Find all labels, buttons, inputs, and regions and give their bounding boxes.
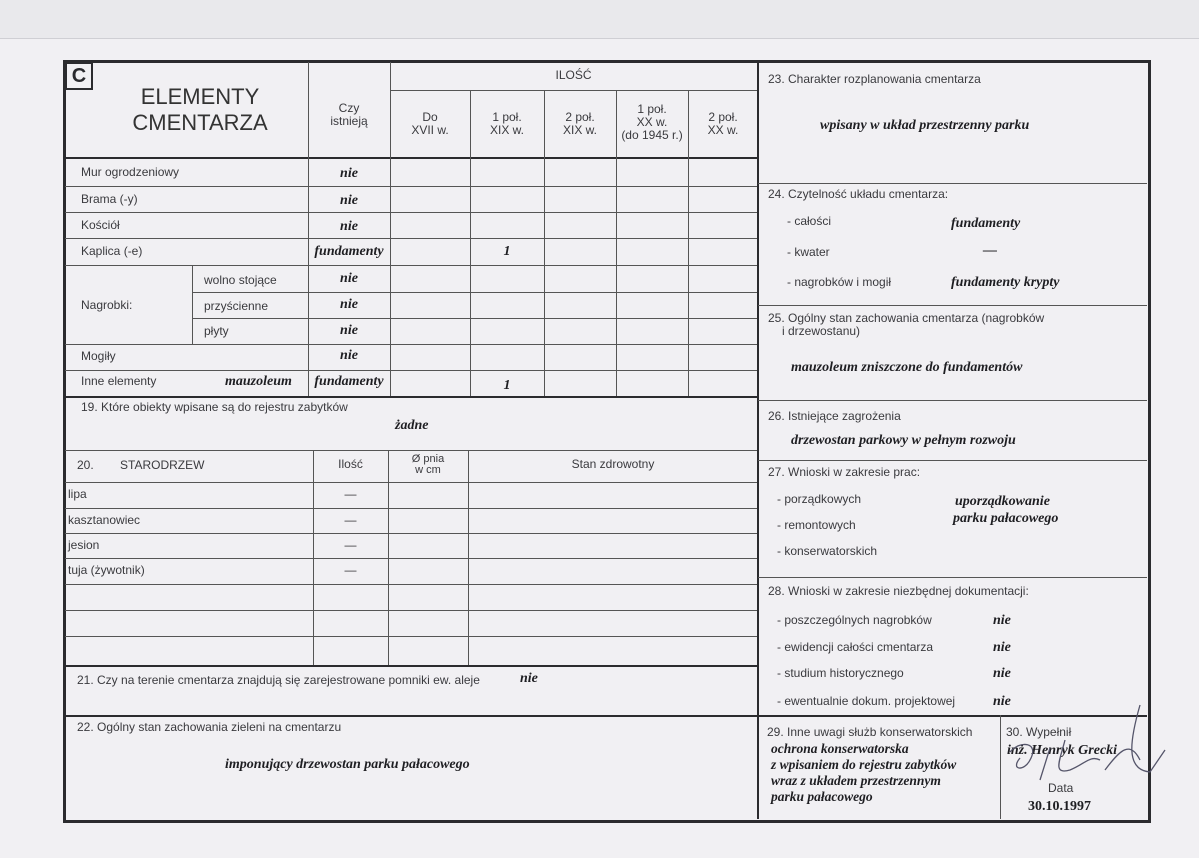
tree-name: lipa: [68, 487, 87, 501]
s28-value: nie: [993, 694, 1011, 709]
row-value: nie: [340, 219, 358, 234]
col-label: 1 poł.: [637, 102, 667, 116]
s24-item: - kwater: [787, 245, 830, 259]
scan-top-strip: [0, 0, 1199, 39]
s21-value: nie: [520, 671, 538, 686]
divider: [65, 508, 757, 509]
row-value: nie: [340, 166, 358, 181]
row-label: Kaplica (-e): [81, 244, 143, 258]
s27-value: [955, 493, 1058, 527]
row-label: przyścienne: [204, 299, 269, 313]
label-line: 25. Ogólny stan zachowania cmentarza (nagrobków: [768, 311, 1045, 325]
col-label: Do: [422, 110, 438, 124]
col-czy-istnieja: [308, 102, 390, 128]
col-label: 2 poł.: [565, 110, 595, 124]
divider: [65, 265, 757, 266]
tree-qty: —: [344, 563, 357, 577]
divider: [758, 305, 1147, 306]
row-label: płyty: [204, 324, 229, 338]
title-line: CMENTARZA: [132, 110, 268, 135]
row-label: Mogiły: [81, 349, 116, 363]
s25-value: mauzoleum zniszczone do fundamentów: [791, 360, 1023, 375]
col-label: XIX w.: [562, 123, 597, 137]
tree-name: kasztanowiec: [68, 513, 141, 527]
s22-label: 22. Ogólny stan zachowania zieleni na cmentarzu: [77, 720, 342, 734]
value-line: ochrona konserwatorska: [771, 741, 909, 756]
divider: [65, 450, 757, 451]
s24-value: fundamenty krypty: [951, 275, 1060, 290]
s23-label: 23. Charakter rozplanowania cmentarza: [768, 72, 981, 86]
col-label: XX w.: [636, 115, 668, 129]
row-value: nie: [340, 271, 358, 286]
s24-item: - nagrobków i mogił: [787, 275, 892, 289]
s19-value: żadne: [395, 418, 429, 433]
col-ilosc: Ilość: [338, 457, 363, 471]
row-label: Kościół: [81, 218, 120, 232]
s27-item: - porządkowych: [777, 492, 862, 506]
col-label: XIX w.: [489, 123, 524, 137]
col-label: XX w.: [707, 123, 739, 137]
value-line: uporządkowanie: [955, 494, 1050, 509]
divider: [65, 186, 757, 187]
s22-value: imponujący drzewostan parku pałacowego: [225, 757, 470, 772]
row-label: Inne elementy: [81, 374, 157, 388]
s28-item: - ewidencji całości cmentarza: [777, 640, 934, 654]
col-label: XVII w.: [411, 123, 449, 137]
col-period: [544, 111, 616, 137]
section-title: [95, 84, 305, 136]
col-period: [688, 111, 758, 137]
divider: [65, 238, 757, 239]
value-line: wraz z układem przestrzennym: [771, 773, 941, 788]
divider: [65, 157, 757, 159]
divider: [65, 665, 757, 667]
divider: [65, 715, 757, 717]
row-count: 1: [503, 378, 511, 393]
section-letter: C: [65, 62, 93, 90]
s27-item: - remontowych: [777, 518, 856, 532]
value-line: parku pałacowego: [771, 789, 873, 804]
row-value: nie: [340, 323, 358, 338]
col-label: 1 poł.: [492, 110, 522, 124]
s24-label: 24. Czytelność układu cmentarza:: [768, 187, 949, 201]
title-line: ELEMENTY: [140, 84, 260, 109]
col-pnia: [388, 454, 468, 476]
tree-qty: —: [344, 487, 357, 501]
s28-value: nie: [993, 666, 1011, 681]
divider: [192, 265, 193, 344]
s28-item: - ewentualnie dokum. projektowej: [777, 694, 956, 708]
s24-value: fundamenty: [951, 216, 1021, 231]
s19-label: 19. Które obiekty wpisane są do rejestru zabytków: [81, 400, 348, 414]
row-value: nie: [340, 297, 358, 312]
nagrobki-label: Nagrobki:: [81, 298, 133, 312]
tree-qty: —: [344, 513, 357, 527]
divider: [65, 370, 757, 371]
col-label: (do 1945 r.): [621, 128, 683, 142]
col-label: Czy: [338, 101, 360, 115]
divider: [65, 636, 757, 637]
s23-value: wpisany w układ przestrzenny parku: [820, 118, 1030, 133]
divider: [65, 212, 757, 213]
divider: [758, 577, 1147, 578]
divider: [758, 400, 1147, 401]
col-stan: Stan zdrowotny: [571, 457, 655, 471]
divider: [65, 610, 757, 611]
s27-label: 27. Wnioski w zakresie prac:: [768, 465, 921, 479]
row-value: fundamenty: [314, 244, 384, 259]
col-ilosc: ILOŚĆ: [555, 68, 592, 82]
col-label: w cm: [415, 464, 441, 476]
s20-num: 20.: [77, 458, 94, 472]
signature-icon: [990, 700, 1170, 800]
divider: [65, 396, 757, 398]
tree-name: tuja (żywotnik): [68, 563, 145, 577]
s28-label: 28. Wnioski w zakresie niezbędnej dokumentacji:: [768, 584, 1029, 598]
divider: [390, 90, 757, 91]
s28-value: nie: [993, 613, 1011, 628]
s26-label: 26. Istniejące zagrożenia: [768, 409, 901, 423]
divider: [65, 482, 757, 483]
s30-name: inż. Henryk Grecki: [1007, 743, 1118, 758]
s25-label: [768, 312, 1044, 338]
divider: [758, 183, 1147, 184]
divider: [192, 292, 757, 293]
row-label: Mur ogrodzeniowy: [81, 165, 180, 179]
s29-label: 29. Inne uwagi służb konserwatorskich: [767, 725, 973, 739]
tree-name: jesion: [68, 538, 100, 552]
col-label: Ø pnia: [411, 453, 445, 465]
col-period: [616, 103, 688, 142]
tree-qty: —: [344, 538, 357, 552]
s30-label: 30. Wypełnił: [1006, 725, 1072, 739]
label-line: i drzewostanu): [782, 324, 861, 338]
row-value: fundamenty: [314, 374, 384, 389]
divider: [65, 533, 757, 534]
col-period: [470, 111, 544, 137]
s24-value: —: [983, 243, 997, 258]
s30-date: 30.10.1997: [1028, 799, 1091, 814]
s24-item: - całości: [787, 214, 832, 228]
value-line: z wpisaniem do rejestru zabytków: [771, 757, 957, 772]
s27-item: - konserwatorskich: [777, 544, 878, 558]
s30-date-label: Data: [1048, 781, 1074, 795]
divider: [192, 318, 757, 319]
col-label: 2 poł.: [708, 110, 738, 124]
row-label: Brama (-y): [81, 192, 138, 206]
divider: [65, 344, 757, 345]
row-label: wolno stojące: [204, 273, 277, 287]
s21-label: 21. Czy na terenie cmentarza znajdują się zarejestrowane pomniki ew. aleje: [77, 673, 480, 687]
row-value: nie: [340, 348, 358, 363]
s28-item: - studium historycznego: [777, 666, 904, 680]
row-extra: mauzoleum: [225, 374, 292, 389]
divider: [758, 460, 1147, 461]
s29-value: [771, 741, 956, 805]
s28-item: - poszczególnych nagrobków: [777, 613, 932, 627]
s28-value: nie: [993, 640, 1011, 655]
value-line: parku pałacowego: [953, 511, 1059, 526]
divider: [65, 558, 757, 559]
divider: [757, 62, 759, 819]
row-value: nie: [340, 193, 358, 208]
s20-label: STARODRZEW: [120, 458, 205, 472]
row-count: 1: [503, 244, 511, 259]
divider: [65, 584, 757, 585]
col-label: istnieją: [330, 114, 368, 128]
s26-value: drzewostan parkowy w pełnym rozwoju: [791, 433, 1016, 448]
col-period: [390, 111, 470, 137]
